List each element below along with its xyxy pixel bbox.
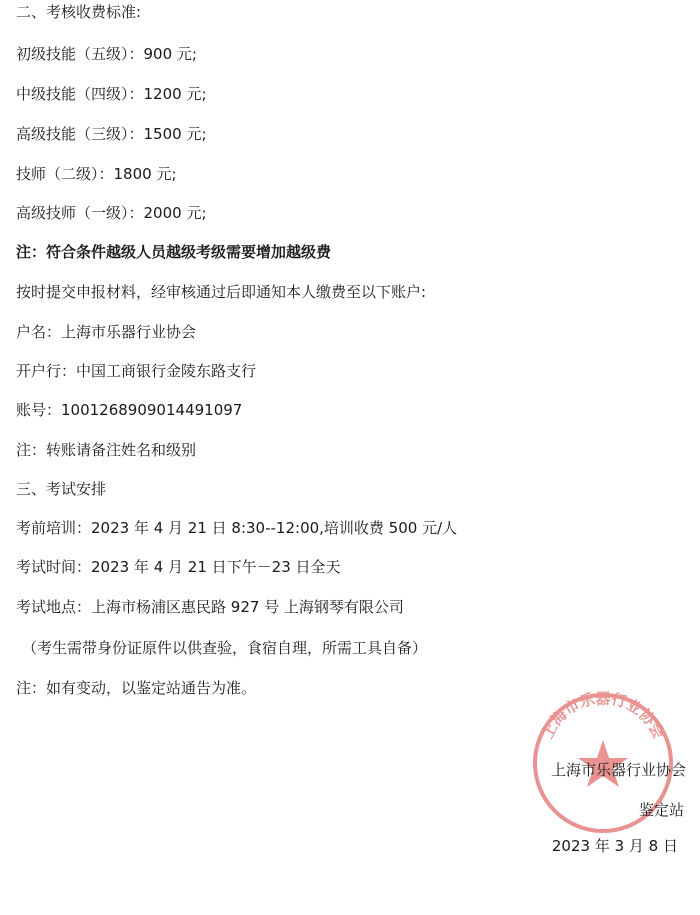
fee-item-senior: 高级技能（三级）：1500 元; — [16, 125, 207, 143]
signature-org: 上海市乐器行业协会 — [550, 761, 686, 779]
bank-name: 开户行：中国工商银行金陵东路支行 — [16, 362, 257, 380]
exam-place: 考试地点：上海市杨浦区惠民路 927 号 上海钢琴有限公司 — [16, 598, 404, 616]
svg-text:上海市乐器行业协会: 上海市乐器行业协会 — [538, 689, 668, 742]
section-exam-heading: 三、考试安排 — [16, 480, 107, 498]
transfer-note: 注：转账请备注姓名和级别 — [16, 441, 197, 459]
payment-intro: 按时提交申报材料，经审核通过后即通知本人缴费至以下账户: — [16, 283, 427, 301]
fee-item-junior: 初级技能（五级）：900 元; — [16, 45, 197, 63]
fee-item-intermediate: 中级技能（四级）：1200 元; — [16, 85, 207, 103]
change-note: 注：如有变动，以鉴定站通告为准。 — [16, 679, 257, 697]
exam-reminder: （考生需带身份证原件以供查验，食宿自理，所需工具自备） — [22, 639, 428, 657]
signature-date: 2023 年 3 月 8 日 — [551, 837, 678, 855]
account-name: 户名：上海市乐器行业协会 — [16, 323, 197, 341]
fee-note: 注：符合条件越级人员越级考级需要增加越级费 — [16, 243, 332, 261]
fee-item-technician: 技师（二级）：1800 元; — [16, 165, 177, 183]
exam-time: 考试时间：2023 年 4 月 21 日下午－23 日全天 — [16, 558, 341, 576]
account-number: 账号：1001268909014491097 — [16, 401, 243, 419]
section-fees-heading: 二、考核收费标准: — [16, 3, 142, 21]
exam-training: 考前培训：2023 年 4 月 21 日 8:30--12:00,培训收费 500 元/人 — [16, 519, 458, 537]
signature-station: 鉴定站 — [638, 801, 684, 819]
fee-item-senior-technician: 高级技师（一级）：2000 元; — [16, 204, 207, 222]
